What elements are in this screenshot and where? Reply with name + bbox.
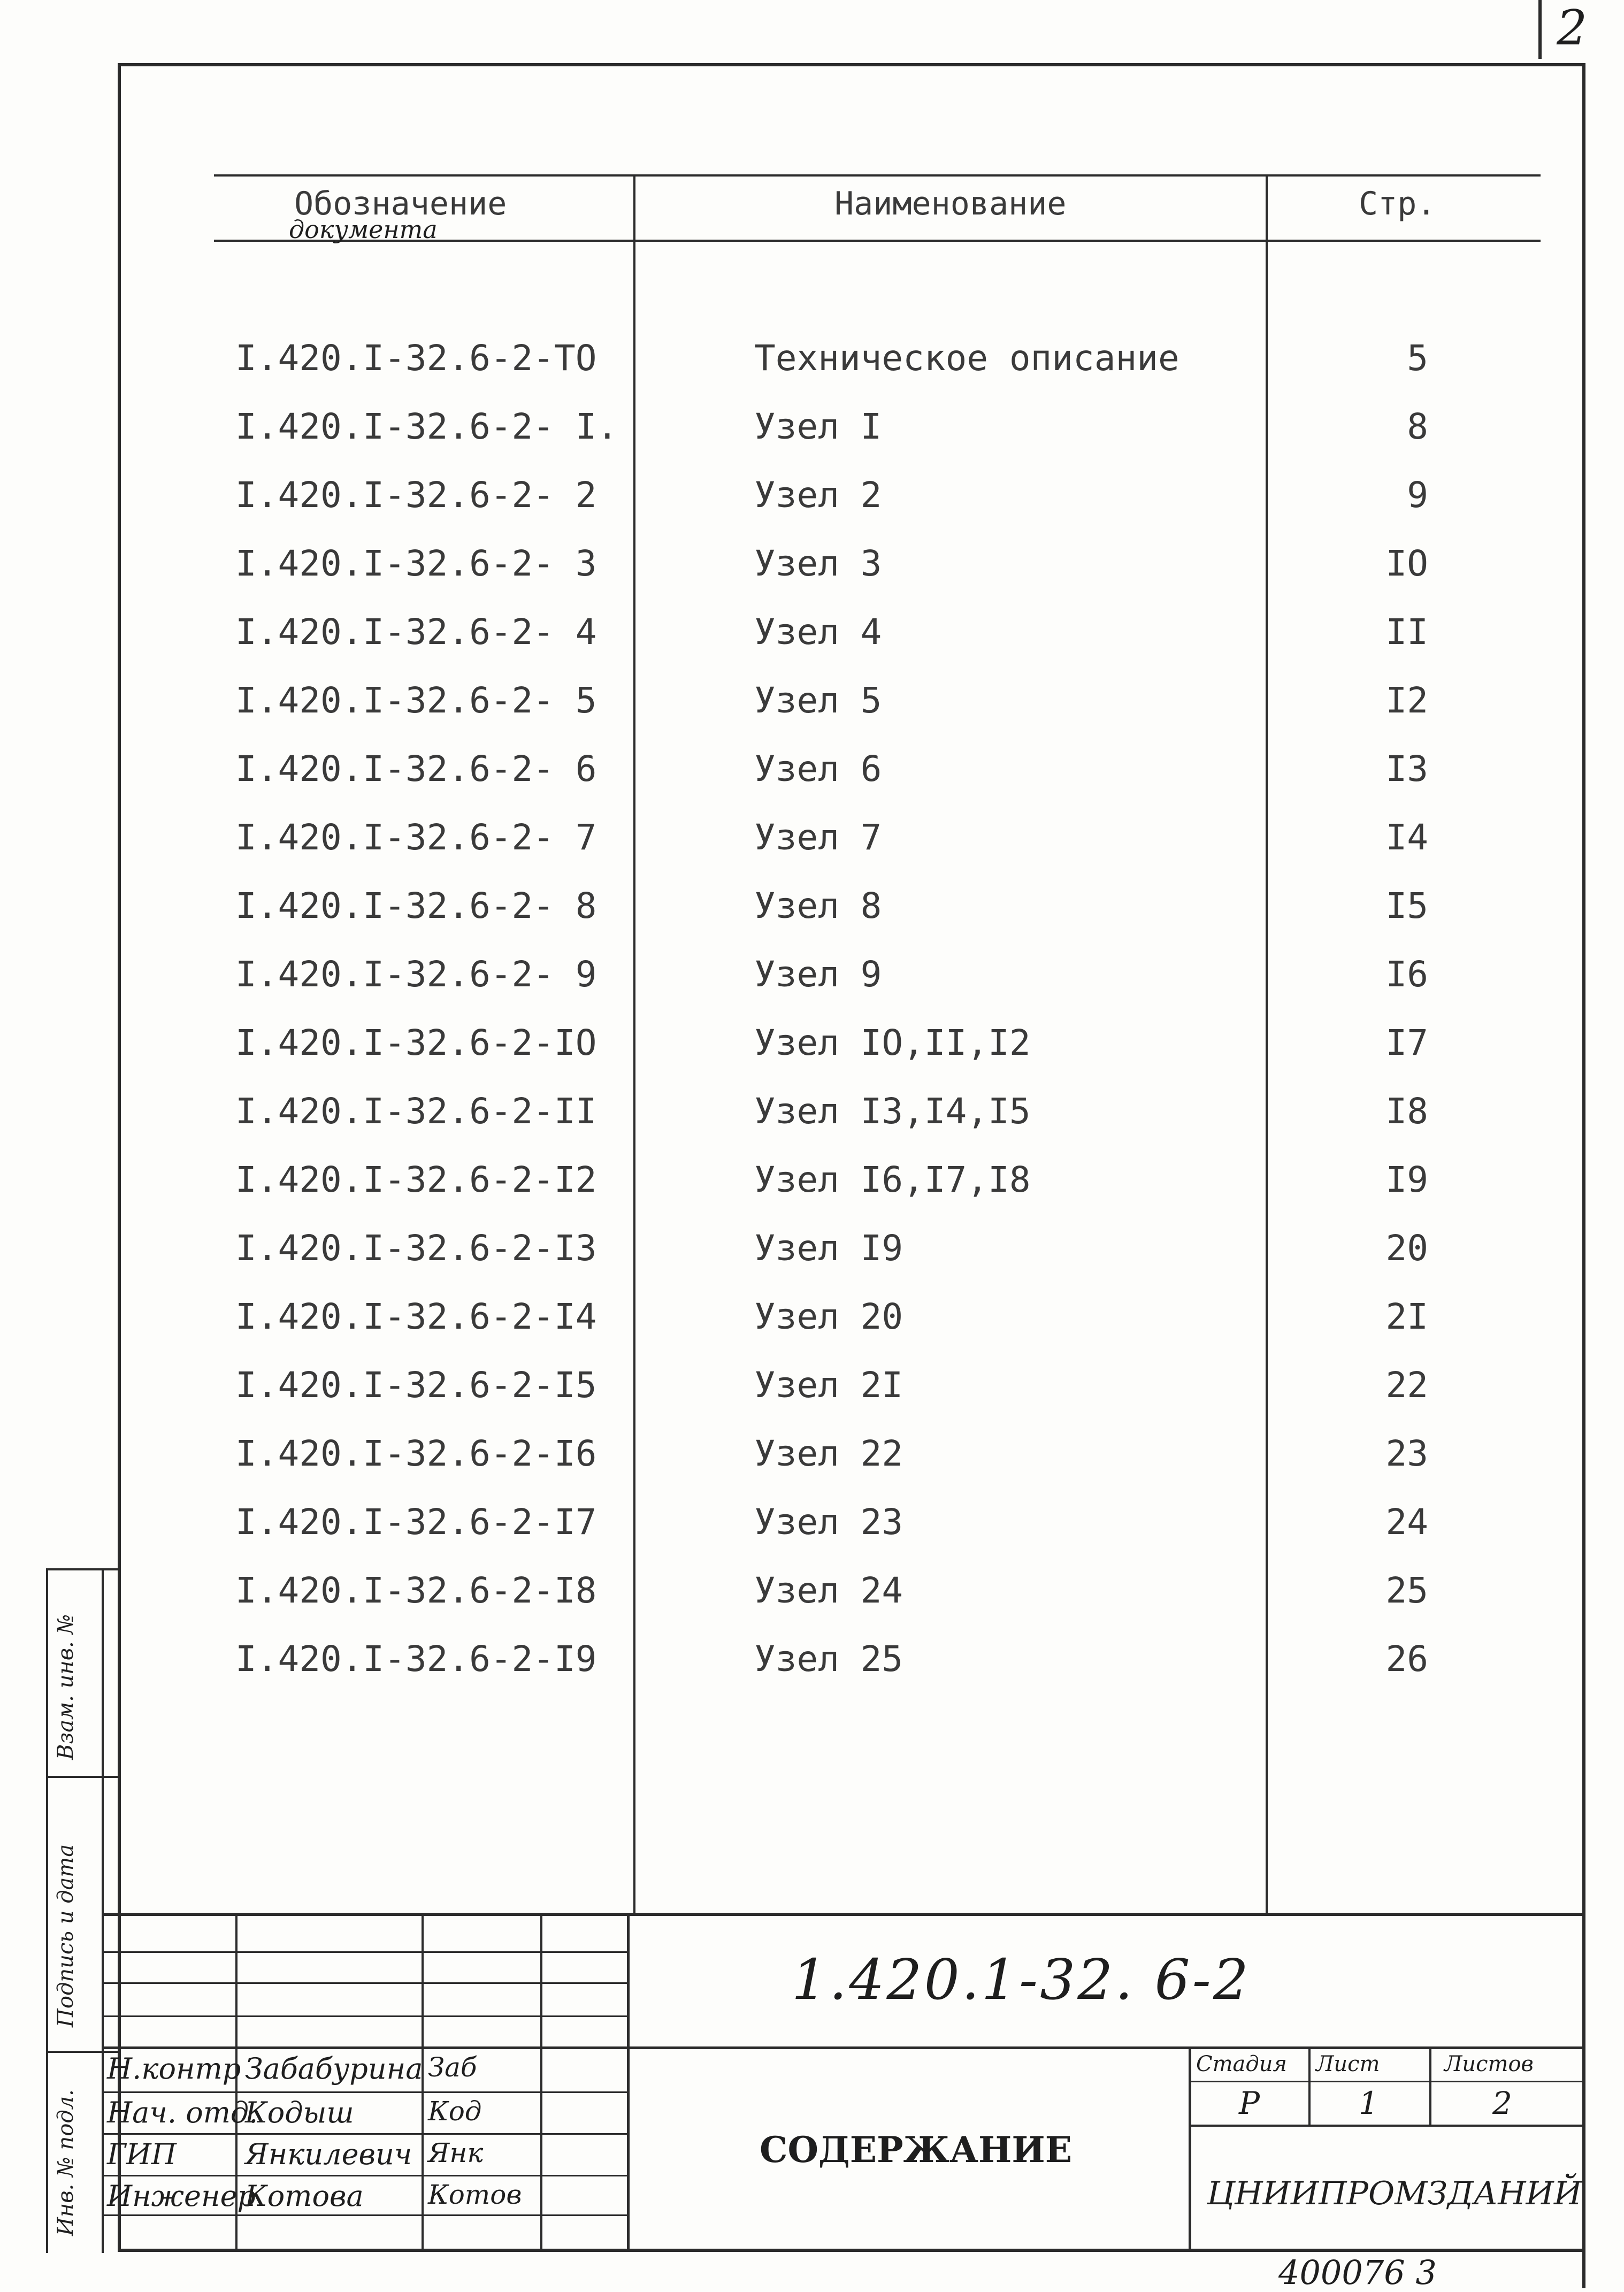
frame-right (1582, 63, 1585, 2288)
header-designation: Обозначение (294, 185, 507, 223)
row-page: 5 (1407, 338, 1428, 379)
table-row (0, 735, 1551, 803)
tb-rule (102, 2015, 627, 2017)
title-block-top (102, 1913, 1583, 1916)
row-code: I.420.I-32.6-2-I3 (235, 1228, 597, 1269)
table-row (0, 1351, 1551, 1420)
row-name: Узел 25 (754, 1638, 903, 1680)
row-code: I.420.I-32.6-2-I8 (235, 1570, 597, 1611)
side-label-sign-date: Подпись и дата (53, 1844, 78, 2027)
row-page: 26 (1385, 1638, 1428, 1680)
side-label-replace-inv: Взам. инв. № (53, 1614, 78, 1760)
sheet-number: 2 (1557, 0, 1588, 56)
row-page: 25 (1385, 1570, 1428, 1611)
stage-box-left (1189, 2046, 1191, 2250)
table-row (0, 393, 1551, 461)
table-row (0, 1625, 1551, 1693)
table-row (0, 598, 1551, 666)
row-code: I.420.I-32.6-2-II (235, 1091, 597, 1132)
tb-rule (102, 2175, 627, 2176)
tb-rule (102, 2091, 627, 2093)
row-code: I.420.I-32.6-2-I4 (235, 1296, 597, 1337)
row-code: I.420.I-32.6-2-IO (235, 1022, 597, 1063)
row-page: I5 (1385, 885, 1428, 926)
table-row (0, 1077, 1551, 1146)
tb-role: Нач. отд. (107, 2096, 258, 2129)
tb-rule (102, 1951, 627, 1953)
side-strip-right (102, 1568, 104, 2253)
table-row (0, 1214, 1551, 1283)
tb-signature: Заб (428, 2052, 477, 2083)
row-name: Узел 20 (754, 1296, 903, 1337)
row-page: 9 (1407, 474, 1428, 516)
row-name: Узел 24 (754, 1570, 903, 1611)
row-name: Узел 9 (754, 954, 882, 995)
row-code: I.420.I-32.6-2- I. (235, 406, 618, 447)
side-strip-top (46, 1568, 119, 1570)
row-code: I.420.I-32.6-2-I2 (235, 1159, 597, 1200)
title-block-main-divider (627, 1913, 630, 2250)
table-row (0, 324, 1551, 393)
header-page: Стр. (1359, 185, 1436, 223)
row-code: I.420.I-32.6-2-I7 (235, 1501, 597, 1543)
sheet-number-divider (1538, 0, 1542, 59)
table-row (0, 872, 1551, 940)
row-code: I.420.I-32.6-2- 6 (235, 748, 597, 789)
row-code: I.420.I-32.6-2- 5 (235, 680, 597, 721)
stage-box-rule-1 (1189, 2081, 1583, 2082)
row-code: I.420.I-32.6-2- 9 (235, 954, 597, 995)
row-page: I9 (1385, 1159, 1428, 1200)
row-page: I6 (1385, 954, 1428, 995)
table-row (0, 1557, 1551, 1625)
stage-label: Стадия (1196, 2052, 1287, 2076)
table-row (0, 940, 1551, 1009)
stage-box-rule-2 (1189, 2125, 1583, 2127)
row-name: Узел 7 (754, 817, 882, 858)
table-row (0, 530, 1551, 598)
tb-col (540, 1913, 542, 2250)
table-row (0, 1420, 1551, 1488)
table-row (0, 803, 1551, 872)
table-row (0, 461, 1551, 530)
row-code: I.420.I-32.6-2-I6 (235, 1433, 597, 1474)
table-row (0, 1283, 1551, 1351)
row-page: I8 (1385, 1091, 1428, 1132)
row-name: Узел I6,I7,I8 (754, 1159, 1031, 1200)
row-page: 22 (1385, 1365, 1428, 1406)
row-page: I2 (1385, 680, 1428, 721)
row-name: Узел 3 (754, 543, 882, 584)
header-top-rule (214, 174, 1541, 177)
row-page: IO (1385, 543, 1428, 584)
frame-bottom (118, 2249, 1585, 2252)
tb-role: Н.контр (107, 2052, 241, 2086)
tb-rule (102, 2214, 627, 2216)
row-name: Узел 2I (754, 1365, 903, 1406)
row-name: Узел 2 (754, 474, 882, 516)
stage-value: Р (1239, 2085, 1260, 2121)
table-row (0, 1488, 1551, 1557)
stage-box-col-1 (1308, 2046, 1311, 2126)
tb-role: ГИП (107, 2137, 177, 2171)
doc-title: СОДЕРЖАНИЕ (760, 2129, 1073, 2171)
row-code: I.420.I-32.6-2- 8 (235, 885, 597, 926)
tb-rule (102, 1982, 627, 1984)
row-name: Узел I (754, 406, 882, 447)
sheet-value: 1 (1359, 2085, 1378, 2121)
tb-role: Инженер (107, 2179, 256, 2213)
tb-name: Кодыш (245, 2096, 354, 2129)
table-row (0, 666, 1551, 735)
table-row (0, 1146, 1551, 1214)
tb-rule (102, 2133, 627, 2135)
row-page: 20 (1385, 1228, 1428, 1269)
row-code: I.420.I-32.6-2- 7 (235, 817, 597, 858)
row-code: I.420.I-32.6-2- 3 (235, 543, 597, 584)
tb-name: Котова (245, 2179, 364, 2213)
table-row (0, 1009, 1551, 1077)
tb-name: Янкилевич (245, 2137, 412, 2171)
row-name: Узел 4 (754, 611, 882, 653)
doc-code: 1.420.1-32. 6-2 (792, 1947, 1251, 2012)
row-page: 23 (1385, 1433, 1428, 1474)
footer-stamp: 400076 3 (1278, 2253, 1437, 2292)
side-strip-div-1 (46, 1776, 119, 1778)
row-page: 8 (1407, 406, 1428, 447)
tb-signature: Код (428, 2096, 482, 2127)
side-label-inv-orig: Инв. № подл. (53, 2089, 78, 2236)
header-designation-hand: документа (289, 215, 438, 244)
organization: ЦНИИПРОМЗДАНИЙ (1207, 2175, 1582, 2212)
title-block-mid-rule (102, 2046, 1583, 2049)
row-code: I.420.I-32.6-2-I5 (235, 1365, 597, 1406)
row-page: I7 (1385, 1022, 1428, 1063)
tb-signature: Янк (428, 2137, 484, 2168)
row-name: Узел 22 (754, 1433, 903, 1474)
row-page: I3 (1385, 748, 1428, 789)
tb-signature: Котов (428, 2179, 522, 2210)
sheets-value: 2 (1492, 2085, 1512, 2121)
row-name: Узел I9 (754, 1228, 903, 1269)
sheets-label: Листов (1444, 2052, 1534, 2076)
row-name: Узел 5 (754, 680, 882, 721)
side-strip-left (46, 1568, 48, 2253)
row-code: I.420.I-32.6-2-I9 (235, 1638, 597, 1680)
row-code: I.420.I-32.6-2- 4 (235, 611, 597, 653)
stage-box-col-2 (1429, 2046, 1431, 2126)
row-name: Узел 8 (754, 885, 882, 926)
row-name: Узел I3,I4,I5 (754, 1091, 1031, 1132)
row-name: Узел 23 (754, 1501, 903, 1543)
row-name: Узел 6 (754, 748, 882, 789)
row-page: I4 (1385, 817, 1428, 858)
row-page: II (1385, 611, 1428, 653)
row-name: Техническое описание (754, 338, 1179, 379)
row-code: I.420.I-32.6-2- 2 (235, 474, 597, 516)
row-page: 24 (1385, 1501, 1428, 1543)
row-code: I.420.I-32.6-2-ТО (235, 338, 597, 379)
sheet-label: Лист (1316, 2052, 1380, 2076)
tb-name: Забабурина (245, 2052, 423, 2086)
row-name: Узел IO,II,I2 (754, 1022, 1031, 1063)
header-name: Наименование (834, 185, 1067, 223)
frame-top (118, 63, 1583, 66)
row-page: 2I (1385, 1296, 1428, 1337)
